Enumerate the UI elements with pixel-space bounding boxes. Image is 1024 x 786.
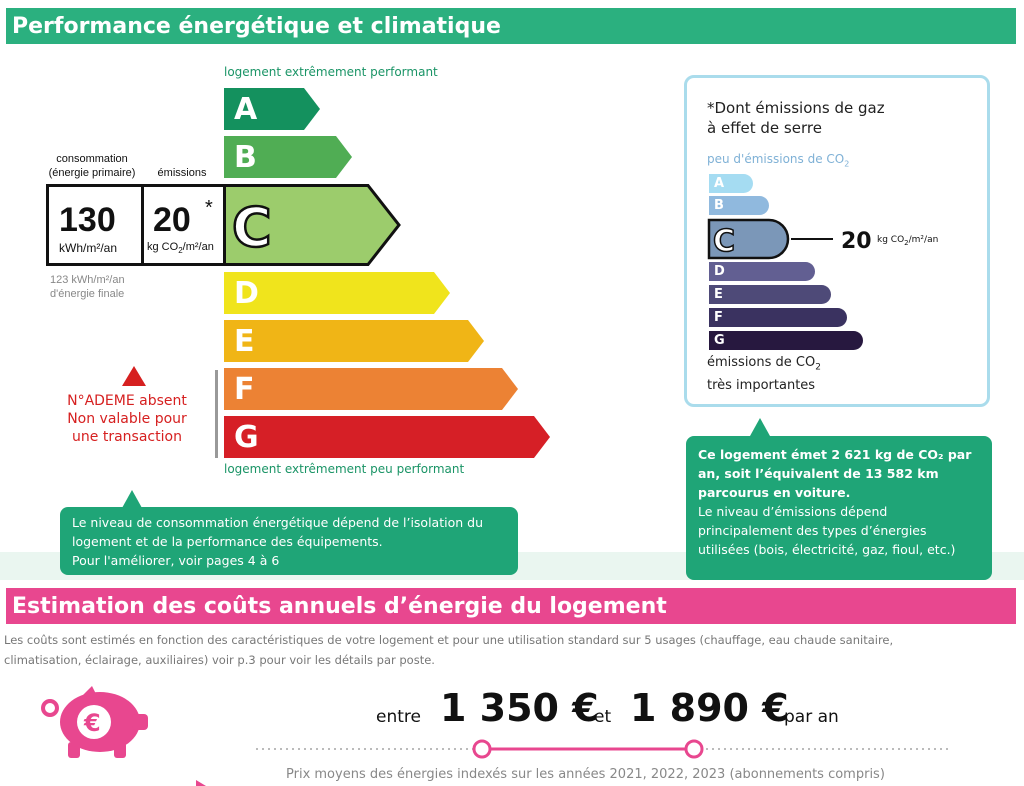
cost-range-line bbox=[254, 738, 954, 760]
ges-class-f-bar: F bbox=[709, 308, 847, 327]
consumption-value: 130 bbox=[59, 201, 116, 239]
scale-bottom-caption: logement extrêmement peu performant bbox=[224, 462, 465, 476]
energy-class-f-bar bbox=[224, 368, 518, 410]
section-title-performance: Performance énergétique et climatique bbox=[6, 8, 1016, 44]
energy-class-b-label: B bbox=[224, 136, 336, 178]
ges-value: 20 bbox=[841, 229, 872, 254]
scale-top-caption: logement extrêmement performant bbox=[224, 65, 438, 79]
ges-note-bubble: Ce logement émet 2 621 kg de CO₂ par an, soit l’équivalent de 13 582 km parcourus en voiture. Le niveau d’émissions dépend principalement des types d’énergies utilisées (bois, électricité, gaz, fioul, etc.) bbox=[686, 436, 992, 580]
ges-value-unit: kg $CO_2/m^2/an$ bbox=[877, 235, 939, 247]
energy-class-a-bar bbox=[224, 88, 320, 130]
ademe-warning: N°ADEME absent Non valable pour une transaction bbox=[67, 393, 187, 445]
energy-class-e-bar bbox=[224, 320, 484, 362]
emissions-star: * bbox=[205, 197, 213, 219]
energy-class-g-bar bbox=[224, 416, 550, 458]
cost-per-year-word: par an bbox=[784, 707, 839, 727]
cost-min-value: 1 350 € bbox=[440, 686, 599, 730]
piggy-euro-symbol: € bbox=[84, 709, 101, 737]
final-energy-label: 123 kWh/m²/an d'énergie finale bbox=[50, 274, 125, 300]
energy-class-a-label: A bbox=[224, 88, 304, 130]
ges-class-e-bar: E bbox=[709, 285, 831, 304]
energy-class-e-label: E bbox=[224, 320, 468, 362]
energy-class-d-bar bbox=[224, 272, 450, 314]
range-min-marker bbox=[474, 741, 490, 757]
energy-note-pointer bbox=[122, 490, 142, 508]
chevron-right-icon bbox=[196, 780, 206, 786]
cost-max-value: 1 890 € bbox=[630, 686, 789, 730]
ges-note-pointer bbox=[750, 418, 770, 436]
consumption-unit: kWh/m²/an bbox=[59, 241, 118, 255]
ges-class-a-bar: A bbox=[709, 174, 753, 193]
ges-top-caption: peu d'émissions de $CO_2$ bbox=[707, 152, 850, 169]
section-title-costs: Estimation des coûts annuels d’énergie du logement bbox=[6, 588, 1016, 624]
current-class-letter: C bbox=[232, 196, 272, 259]
range-max-marker bbox=[686, 741, 702, 757]
cost-and-word: et bbox=[594, 707, 612, 727]
energy-note-bubble: Le niveau de consommation énergétique dépend de l’isolation du logement et de la performance des équipements. Pour l'améliorer, voir pages 4 à 6 bbox=[60, 507, 518, 575]
emissions-label: émissions bbox=[157, 167, 207, 179]
current-energy-class bbox=[46, 184, 401, 266]
warning-triangle-icon bbox=[122, 366, 146, 386]
values-box bbox=[46, 184, 226, 266]
emissions-value: 20 bbox=[153, 201, 191, 239]
costs-description: Les coûts sont estimés en fonction des caractéristiques de votre logement et pour une utilisation standard sur 5 usages (chauffage, eau chaude sanitaire, climatisation, éclairage, auxiliaires) voir p.3 pour voir les détails par poste. bbox=[4, 633, 894, 667]
energy-class-f-label: F bbox=[224, 368, 502, 410]
ges-bottom-caption: émissions de $CO_2$ très importantes bbox=[707, 355, 821, 393]
energy-class-b-bar bbox=[224, 136, 352, 178]
ges-class-g-bar: G bbox=[709, 331, 863, 350]
ges-panel bbox=[684, 75, 990, 407]
ges-footnote: *Dont émissions de gaz à effet de serre bbox=[707, 99, 885, 137]
ges-class-d-bar: D bbox=[709, 262, 815, 281]
ges-class-b-bar: B bbox=[709, 196, 769, 215]
energy-class-g-label: G bbox=[224, 416, 534, 458]
piggy-bank-icon bbox=[38, 684, 158, 764]
consumption-label: consommation (énergie primaire) bbox=[48, 153, 136, 179]
energy-class-d-label: D bbox=[224, 272, 434, 314]
cost-between-word: entre bbox=[376, 707, 421, 727]
ges-current-letter: C bbox=[713, 224, 736, 259]
emissions-unit: kg $CO_2/m^2/an$ bbox=[147, 241, 214, 256]
cost-footer-note: Prix moyens des énergies indexés sur les années 2021, 2022, 2023 (abonnements compris) bbox=[286, 767, 885, 782]
warning-divider bbox=[215, 370, 218, 458]
